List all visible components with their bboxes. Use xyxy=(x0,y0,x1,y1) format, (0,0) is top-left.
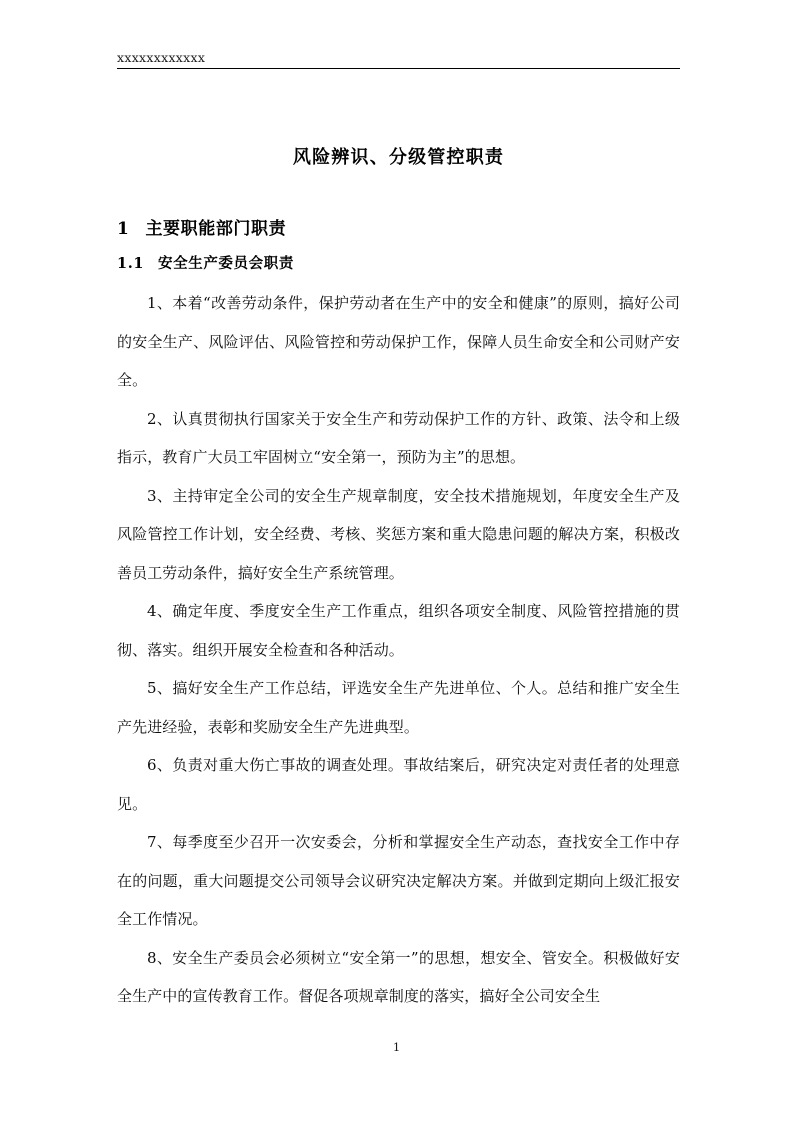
heading-level-2-number: 1.1 xyxy=(117,255,145,272)
body-paragraph: 4、确定年度、季度安全生产工作重点，组织各项安全制度、风险管控措施的贯彻、落实。组织开展安全检查和各种活动。 xyxy=(117,602,680,659)
page-header xyxy=(117,50,680,69)
heading-level-1 xyxy=(117,214,680,244)
heading-level-2-label: 安全生产委员会职责 xyxy=(158,255,294,272)
body-paragraph: 8、安全生产委员会必须树立“安全第一”的思想，想安全、管安全。积极做好安全生产中的宣传教育工作。督促各项规章制度的落实，搞好全公司安全生 xyxy=(117,948,680,1005)
heading-level-2 xyxy=(117,250,680,278)
body-paragraph: 6、负责对重大伤亡事故的调查处理。事故结案后，研究决定对责任者的处理意见。 xyxy=(117,756,680,813)
heading-level-1-label: 主要职能部门职责 xyxy=(145,219,287,239)
document-title: 风险辨识、分级管控职责 xyxy=(292,147,505,168)
body-paragraph: 1、本着“改善劳动条件，保护劳动者在生产中的安全和健康”的原则，搞好公司的安全生产、风险评估、风险管控和劳动保护工作，保障人员生命安全和公司财产安全。 xyxy=(117,294,680,389)
heading-level-1-number: 1 xyxy=(117,219,130,239)
header-title-text: xxxxxxxxxxxx xyxy=(117,50,206,65)
body-paragraph: 5、搞好安全生产工作总结，评选安全生产先进单位、个人。总结和推广安全生产先进经验，表彰和奖励安全生产先进典型。 xyxy=(117,679,680,736)
header-divider-rule xyxy=(117,68,680,69)
body-paragraph: 7、每季度至少召开一次安委会，分析和掌握安全生产动态，查找安全工作中存在的问题，重大问题提交公司领导会议研究决定解决方案。并做到定期向上级汇报安全工作情况。 xyxy=(117,833,680,928)
body-paragraph: 3、主持审定全公司的安全生产规章制度，安全技术措施规划，年度安全生产及风险管控工作计划，安全经费、考核、奖惩方案和重大隐患问题的解决方案，积极改善员工劳动条件，搞好安全生产系统管理。 xyxy=(117,486,680,582)
body-paragraph: 2、认真贯彻执行国家关于安全生产和劳动保护工作的方针、政策、法令和上级指示，教育广大员工牢固树立“安全第一，预防为主”的思想。 xyxy=(117,409,680,466)
document-body xyxy=(117,214,680,1016)
page-number-footer: 1 xyxy=(392,1040,401,1054)
